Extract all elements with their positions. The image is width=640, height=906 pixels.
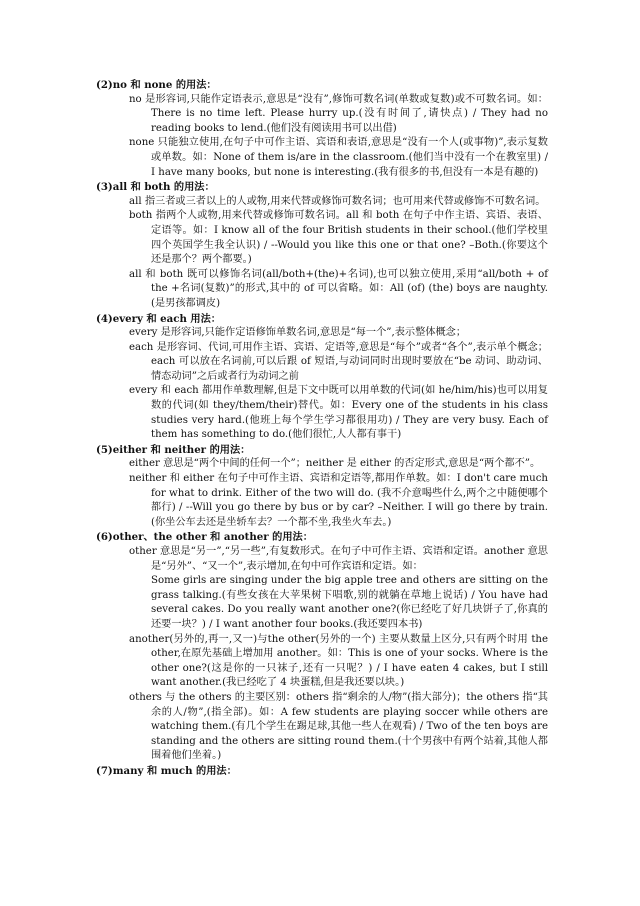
section-heading: (2)no 和 none 的用法： [96,79,217,91]
section-heading: (4)every 和 each 用法： [96,312,221,325]
paragraph-all: all 指三者或三者以上的人或物,用来代替或修饰可数名词；也可用来代替或修饰不可数名词。 [129,195,546,207]
document-page [96,78,548,779]
paragraph-each: each 是形容词、代词,可用作主语、宾语、定语等,意思是“每个”或者“各个”,表示单个概念；each 可以放在名词前,可以后跟 of 短语,与动词同时出现时要放在“be 动词、助动词、情态动词”之后或者行为动词之前 [129,341,548,382]
paragraph-neither: neither 和 either 在句子中可作主语、宾语和定语等,都用作单数。如：I don't care much for what to drink. Either of the two will do. (我不介意喝些什么,两个之中随便哪个都行) / --Will you go there by bus or by car? –Neither. I will go there by train.(你坐公车去还是坐轿车去？一个都不坐,我坐火车去。) [129,473,548,528]
section-heading: (5)either 和 neither 的用法： [96,443,251,456]
paragraph-all-both: all 和 both 既可以修饰名词(all/both+(the)+名词),也可以独立使用,采用“all/both + of the +名词(复数)”的形式,其中的 of 可以省略。如：All (of) (the) boys are naughty.(是男孩都调皮) [129,268,548,309]
paragraph-other-examples: Some girls are singing under the big apple tree and others are sitting on the grass talking.(有些女孩在大苹果树下唱歌,别的就躺在草地上说话) / You have had several cakes. Do you really want another one?(你已经吃了好几块饼子了,你真的还要一块？) / I want another four books.(我还要四本书) [151,575,548,630]
section-heading: (7)many 和 much 的用法： [96,764,237,777]
paragraph-both: both 指两个人或物,用来代替或修饰可数名词。all 和 both 在句子中作主语、宾语、表语、定语等。如：I know all of the four British students in their school.(他们学校里四个英国学生我全认识) / --Would you like this one or that one? –Both.(你要这个还是那个？两个都要。) [129,210,548,266]
paragraph-every-each: every 和 each 都用作单数理解,但是下文中既可以用单数的代词(如 he/him/his)也可以用复数的代词(如 they/them/their)替代。如：Every one of the students in his class studies very hard.(他班上每个学生学习都很用功) / They are very busy. Each of them has something to do.(他们很忙,人人都有事干) [129,385,548,441]
paragraph-every: every 是形容词,只能作定语修饰单数名词,意思是“每一个”,表示整体概念； [129,327,467,339]
paragraph-either: either 意思是“两个中间的任何一个”；neither 是 either 的否定形式,意思是“两个都不”。 [129,458,541,470]
paragraph-none: none 只能独立使用,在句子中可作主语、宾语和表语,意思是“没有一个人(或事物)”,表示复数或单数。如：None of them is/are in the classroom.(他们当中没有一个在教室里) / I have many books, but none is interesting.(我有很多的书,但没有一本是有趣的) [129,137,548,178]
section-heading: (3)all 和 both 的用法： [96,181,215,194]
paragraph-another: another(另外的,再一,又一)与the other(另外的一个) 主要从数量上区分,只有两个时用 the other,在原先基础上增加用 another。如：This is one of your socks. Where is the other one?(这是你的一只袜子,还有一只呢？) / I have eaten 4 cakes, but I still want another.(我已经吃了 4 块蛋糕,但是我还要以块。) [129,633,548,689]
paragraph-no: no 是形容词,只能作定语表示,意思是“没有”,修饰可数名词(单数或复数)或不可数名词。如：There is no time left. Please hurry up.(没有时间了,请快点) / They had no reading books to lend.(他们没有阅读用书可以出借) [129,93,548,134]
paragraph-other: other 意思是“另一”,“另一些”,有复数形式。在句子中可作主语、宾语和定语。another 意思是“另外”、“又一个”,表示增加,在句中可作宾语和定语。如： [129,546,548,572]
paragraph-others: others 与 the others 的主要区别：others 指“剩余的人/物”(指大部分)；the others 指“其余的人/物”,(指全部)。如：A few students are playing soccer while others are watching them.(有几个学生在踢足球,其他一些人在观看) / Two of the ten boys are standing and the others are sitting round them.(十个男孩中有两个站着,其他人都围着他们坐着。) [129,691,548,762]
section-heading: (6)other、the other 和 another 的用法： [96,531,313,544]
